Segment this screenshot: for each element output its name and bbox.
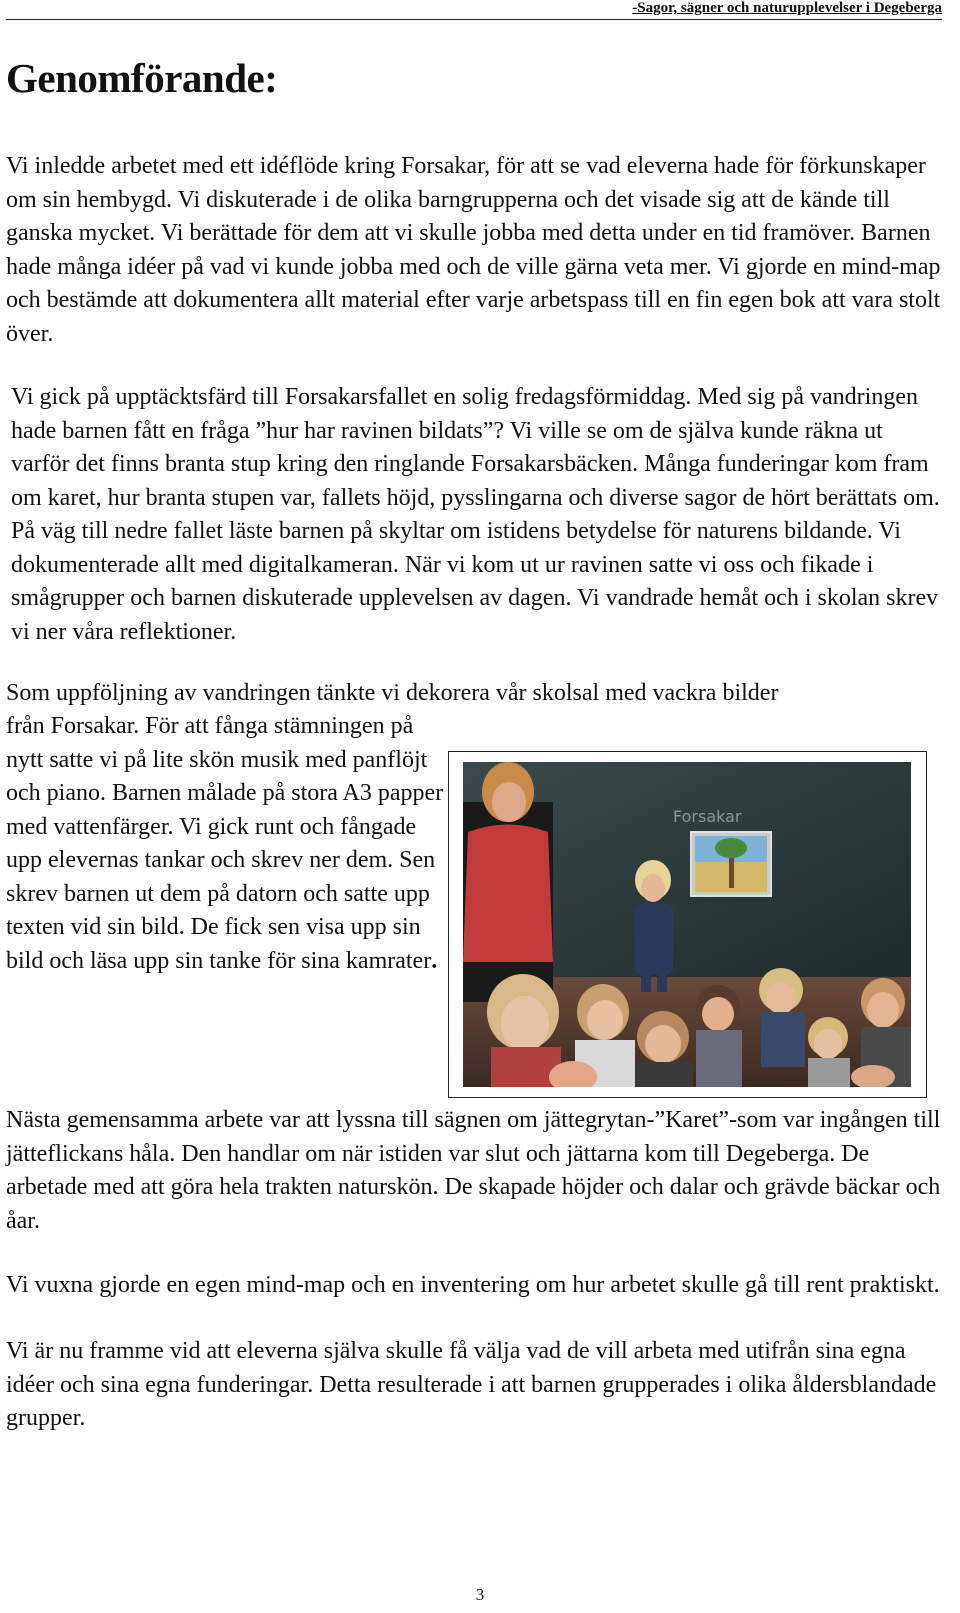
paragraph-student-choice: Vi är nu framme vid att eleverna själva skulle få välja vad de vill arbeta med utifrån sina egna idéer och sina egna funderingar. Detta resulterade i att barnen grupperades i olika åldersblandade grupper. xyxy=(6,1338,937,1431)
paragraph-followup-wrap xyxy=(6,710,446,978)
photo-frame xyxy=(448,751,927,1098)
paragraph-followup-line: Som uppföljning av vandringen tänkte vi dekorera vår skolsal med vackra bilder xyxy=(6,680,779,706)
board-text: Forsakar xyxy=(673,807,742,826)
paragraph-giants-legend: Nästa gemensamma arbete var att lyssna till sägnen om jättegrytan-”Karet”-som var ingången till jätteflickans håla. Den handlar om när istiden var slut och jättarna kom till Degeberga. De arbetade med att göra hela trakten naturskön. De skapade höjder och dalar och grävde bäckar och åar. xyxy=(6,1107,941,1234)
paragraph-adults-mindmap: Vi vuxna gjorde en egen mind-map och en inventering om hur arbetet skulle gå till rent praktiskt. xyxy=(6,1272,940,1298)
section-heading: Genomförande: xyxy=(6,55,278,101)
paragraph-excursion: Vi gick på upptäcktsfärd till Forsakarsfallet en solig fredagsförmiddag. Med sig på vandringen hade barnen fått en fråga ”hur har ravinen bildats”? Vi ville se om de själva kunde räkna ut varför det finns branta stup kring den ringlande Forsakarsbäcken. Många funderingar kom fram om karet, hur branta stupen var, fallets höjd, pysslingarna och diverse sagor de hört berättats om. På väg till nedre fallet läste barnen på skyltar om istidens betydelse för naturens bildande. Vi dokumenterade allt med digitalkameran. När vi kom ut ur ravinen satte vi oss och fikade i smågrupper och barnen diskuterade upplevelsen av dagen. Vi vandrade hemåt och i skolan skrev vi ner våra reflektioner. xyxy=(11,384,940,645)
paragraph-ideas: Vi inledde arbetet med ett idéflöde kring Forsakar, för att se vad eleverna hade för förkunskaper om sin hembygd. Vi diskuterade i de olika barngrupperna och det visade sig att de kände till ganska mycket. Vi berättade för dem att vi skulle jobba med detta under en tid framöver. Barnen hade många idéer på vad vi kunde jobba med och de ville gärna veta mer. Vi gjorde en mind-map och bestämde att dokumentera allt material efter varje arbetspass till en fin egen bok att vara stolt över. xyxy=(6,153,941,347)
classroom-photo-illustration xyxy=(463,762,911,1087)
classroom-photo xyxy=(463,762,911,1087)
paragraph-followup-period: . xyxy=(431,947,438,974)
page-header xyxy=(6,0,942,20)
paragraph-followup-text: från Forsakar. För att fånga stämningen på nytt satte vi på lite skön musik med panflöjt och piano. Barnen målade på stora A3 papper med vattenfärger. Vi gick runt och fångade upp elevernas tankar och skrev ner dem. Sen skrev barnen ut dem på datorn och satte upp texten vid sin bild. De fick sen visa upp sin bild och läsa upp sin tanke för sina kamrater xyxy=(6,713,444,974)
page-number: 3 xyxy=(475,1585,485,1604)
running-title: -Sagor, sägner och naturupplevelser i Degeberga xyxy=(632,0,942,16)
